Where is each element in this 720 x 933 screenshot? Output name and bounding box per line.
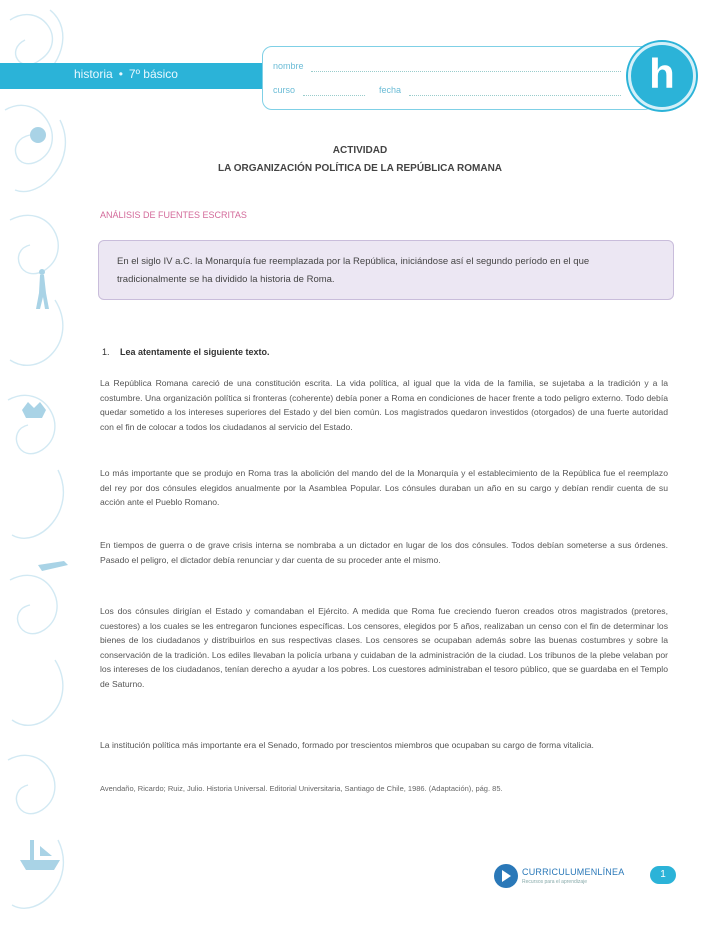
paragraph-4: Los dos cónsules dirigían el Estado y comandaban el Ejército. A medida que Roma fue creciendo fueron creados otros magistrados (pretores, cuestores) a los cuales se les entregaron funciones específicas. Los censores, elegidos por 5 años, realizaban un censo con el fin de determinar los bienes de los ciudadanos y distribuirlos en sus respectivas clases. Los censores se ocupaban además sobre las buenas costumbres y sobre la conservación de la tradición. Los ediles llevaban la policía urbana y cuidaban de la administración de la ciudad. Los tribunos de la plebe velaban por los intereses de los ciudadanos, tenían derecho a ayudar a los pobres. Los cuestores administraban el tesoro público, que se guardaba en el Templo de Saturno. — [100, 606, 668, 689]
activity-title: ACTIVIDAD — [332, 145, 388, 156]
grade-label: 7º básico — [128, 67, 178, 81]
name-field[interactable] — [311, 71, 621, 72]
decorative-swirls — [0, 0, 80, 933]
logo-letter: h — [649, 50, 675, 97]
subject-label: historia — [74, 67, 113, 81]
separator-dot: • — [118, 67, 123, 81]
paragraph-3: En tiempos de guerra o de grave crisis interna se nombraba a un dictador en lugar de los dos cónsules. Todos debían someterse a sus órdenes. Pasado el peligro, el dictador debía renunciar y dar cuenta de su proceder ante el mismo. — [100, 540, 668, 565]
curriculum-logo — [494, 864, 634, 890]
figure-icon — [36, 275, 49, 309]
sword-icon — [38, 561, 68, 571]
brand-name: CURRICULUMENLÍNEA — [522, 867, 625, 877]
date-field[interactable] — [409, 95, 621, 96]
activity-subtitle: LA ORGANIZACIÓN POLÍTICA DE LA REPÚBLICA ROMANA — [217, 163, 503, 174]
intro-box — [98, 240, 674, 300]
paragraph-5: La institución política más importante era el Senado, formado por trescientos miembros que ocupaban su cargo de forma vitalicia. — [100, 740, 594, 750]
ship-icon — [20, 840, 60, 870]
date-label: fecha — [379, 85, 402, 95]
paragraph-2: Lo más importante que se produjo en Roma tras la abolición del mando del de la Monarquía y el establecimiento de la República fue el reemplazo del rey por dos cónsules elegidos anualmente por la Asamblea Popular. Los cónsules duraban un año en su cargo y debían rendir cuenta de su acción ante el Pueblo Romano. — [100, 468, 668, 508]
source-citation: Avendaño, Ricardo; Ruiz, Julio. Historia Universal. Editorial Universitaria, Santiago de Chile, 1986. (Adaptación), pág. 85. — [100, 784, 503, 793]
brand-subtitle: Recursos para el aprendizaje — [522, 879, 588, 885]
item-label: Lea atentamente el siguiente texto. — [120, 347, 270, 357]
globe-icon — [30, 127, 46, 143]
section-label: ANÁLISIS DE FUENTES ESCRITAS — [100, 210, 247, 220]
subject-grade — [74, 67, 178, 81]
intro-text: En el siglo IV a.C. la Monarquía fue reemplazada por la República, iniciándose así el segundo período en el que tradicionalmente se ha dividido la historia de Roma. — [117, 256, 590, 285]
student-info-box — [262, 46, 654, 110]
name-label: nombre — [273, 61, 304, 71]
course-field[interactable] — [303, 95, 365, 96]
play-circle-icon — [494, 864, 518, 888]
paragraph-1: La República Romana careció de una constitución escrita. La vida política, al igual que la vida de la familia, se sujetaba a la tradición y a la costumbre. Una organización política si fronteras (coherente) debía poner a Roma en condiciones de hacer frente a todo peligro externo. Todo debía quedar sometido a los intereses superiores del Estado y del bien común. Los magistrados quedaron investidos (otorgados) de una fuerte autoridad con el fin de colocar a todos los ciudadanos al servicio del Estado. — [100, 378, 668, 432]
crown-icon — [22, 402, 46, 418]
instruction-item — [102, 347, 270, 357]
historia-logo — [628, 42, 696, 110]
page-number: 1 — [650, 866, 676, 884]
item-number: 1. — [102, 347, 110, 357]
course-label: curso — [273, 85, 296, 95]
